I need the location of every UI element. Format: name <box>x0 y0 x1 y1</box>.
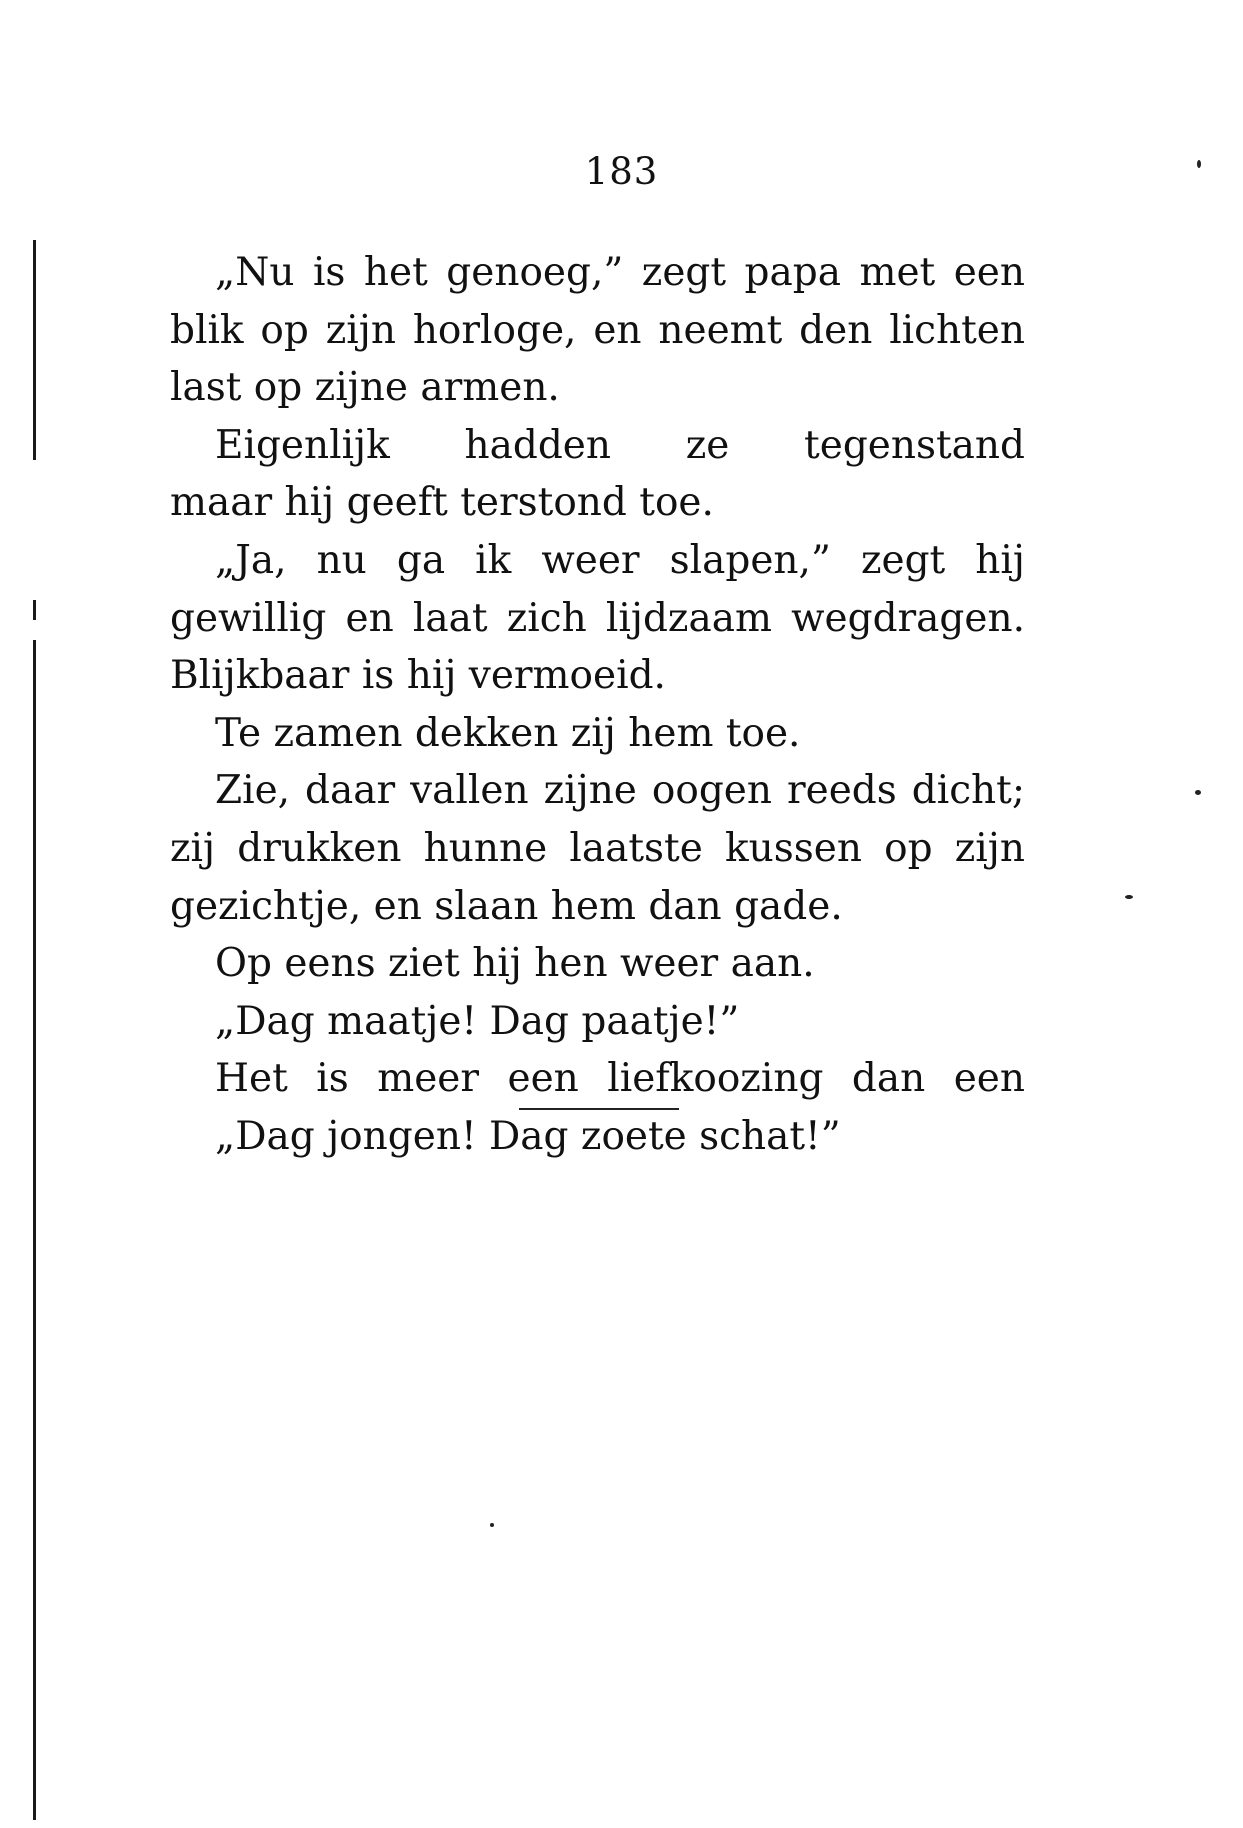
text-line: maar hij geeft terstond toe. <box>170 480 714 526</box>
text-line: „Dag maatje! Dag paatje!” <box>215 998 740 1044</box>
text-line: Te zamen dekken zij hem toe. <box>215 710 801 756</box>
gutter-mark <box>33 600 36 620</box>
scan-speck <box>1125 895 1133 899</box>
text-line: zij drukken hunne laatste kussen op zijn <box>170 825 1025 871</box>
text-line: gezichtje, en slaan hem dan gade. <box>170 883 843 929</box>
page-number <box>0 150 1243 193</box>
text-line: „Nu is het genoeg,” zegt papa met een <box>215 250 1025 295</box>
text-line: Op eens ziet hij hen weer aan. <box>215 941 815 987</box>
scan-speck <box>490 1523 494 1527</box>
text-line: Het is meer een liefkoozing dan een <box>215 1056 1025 1102</box>
text-line: last op zijne armen. <box>170 365 560 411</box>
text-line: Zie, daar vallen zijne oogen reeds dicht; <box>215 768 1025 814</box>
body-text <box>170 244 1025 1166</box>
text-line: gewillig en laat zich lijdzaam wegdragen. <box>170 595 1025 641</box>
scan-speck <box>1195 790 1201 795</box>
text-line: „Ja, nu ga ik weer slapen,” zegt hij <box>215 537 1025 583</box>
text-line: blik op zijn horloge, en neemt den lichten <box>170 307 1025 353</box>
text-line: Eigenlijk hadden ze tegenstand <box>215 422 1025 468</box>
text-line: Blijkbaar is hij vermoeid. <box>170 653 666 699</box>
section-end-rule <box>519 1108 679 1110</box>
text-line: „Dag jongen! Dag zoete schat!” <box>215 1113 841 1159</box>
page-number-text: 183 <box>584 150 659 193</box>
gutter-mark <box>33 640 36 1820</box>
gutter-mark <box>33 240 36 460</box>
